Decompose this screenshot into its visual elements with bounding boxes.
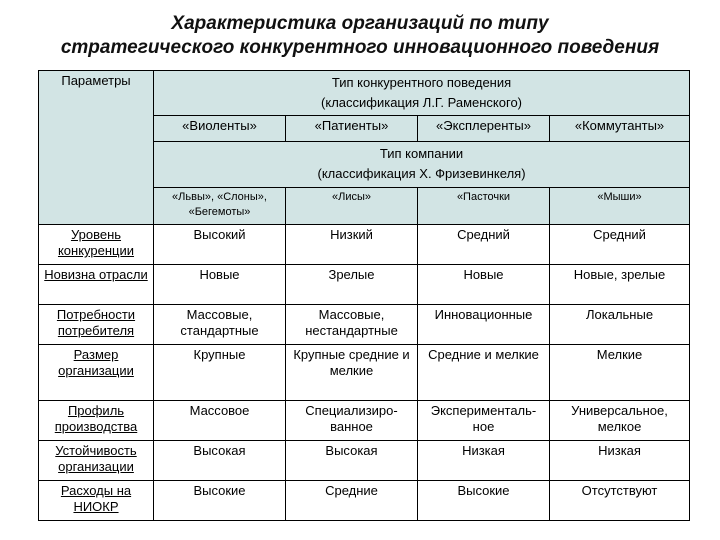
table-cell: Массовые, нестандартные <box>286 305 418 345</box>
table-cell: Эксперименталь-ное <box>418 401 550 441</box>
table-cell: Средний <box>550 225 690 265</box>
table-cell: Средние и мелкие <box>418 345 550 401</box>
freisevinkel-type-swallows: «Пасточки <box>418 188 550 225</box>
freisevinkel-type-foxes: «Лисы» <box>286 188 418 225</box>
table-cell: Средние <box>286 481 418 521</box>
title-line-2: стратегического конкурентного инновационного поведения <box>60 37 660 58</box>
ramensky-type-patients: «Патиенты» <box>286 116 418 142</box>
table-cell: Высокая <box>286 441 418 481</box>
freisevinkel-title-line-2: (классификация Х. Фризевинкеля) <box>317 166 526 181</box>
row-label <box>39 441 154 481</box>
table-row <box>39 225 690 265</box>
table-cell: Инновационные <box>418 305 550 345</box>
freisevinkel-type-mice: «Мыши» <box>550 188 690 225</box>
table-cell: Зрелые <box>286 265 418 305</box>
table-cell: Средний <box>418 225 550 265</box>
table-row <box>39 401 690 441</box>
table-cell: Мелкие <box>550 345 690 401</box>
row-label <box>39 345 154 401</box>
table-row <box>39 265 690 305</box>
ramensky-title-line-2: (классификация Л.Г. Раменского) <box>321 95 523 110</box>
row-label <box>39 225 154 265</box>
table-cell: Низкая <box>418 441 550 481</box>
classification-table <box>38 70 690 521</box>
table-cell: Локальные <box>550 305 690 345</box>
ramensky-type-commutants: «Коммутанты» <box>550 116 690 142</box>
row-label-text: Размер организации <box>58 347 134 378</box>
row-label <box>39 305 154 345</box>
table-cell: Низкий <box>286 225 418 265</box>
row-label <box>39 481 154 521</box>
row-label-text: Расходы на НИОКР <box>60 483 132 514</box>
ramensky-header <box>154 71 690 116</box>
row-label-text: Уровень конкуренции <box>57 227 135 258</box>
row-label <box>39 401 154 441</box>
table-cell: Высокие <box>418 481 550 521</box>
row-label-text: Профиль производства <box>54 403 138 434</box>
table-cell: Массовые, стандартные <box>154 305 286 345</box>
table-cell: Крупные <box>154 345 286 401</box>
table-cell: Массовое <box>154 401 286 441</box>
table-cell: Отсутствуют <box>550 481 690 521</box>
row-label-text: Потребности потребителя <box>56 307 136 338</box>
row-label-text: Новизна отрасли <box>44 267 148 282</box>
table-row <box>39 441 690 481</box>
ramensky-type-explerents: «Эксплеренты» <box>418 116 550 142</box>
row-label-text: Устойчивость организации <box>55 443 137 474</box>
page-title <box>0 12 720 60</box>
table-cell: Новые <box>418 265 550 305</box>
table-cell: Специализиро-ванное <box>286 401 418 441</box>
table-cell: Высокий <box>154 225 286 265</box>
table-cell: Крупные средние и мелкие <box>286 345 418 401</box>
table-cell: Новые, зрелые <box>550 265 690 305</box>
table-row <box>39 305 690 345</box>
ramensky-type-violents: «Виоленты» <box>154 116 286 142</box>
table-cell: Новые <box>154 265 286 305</box>
freisevinkel-title-line-1: Тип компании <box>379 146 464 161</box>
table-cell: Высокие <box>154 481 286 521</box>
title-line-1: Характеристика организаций по типу <box>171 13 549 34</box>
freisevinkel-header <box>154 142 690 188</box>
table-row <box>39 481 690 521</box>
table-row <box>39 345 690 401</box>
table-cell: Универсальное, мелкое <box>550 401 690 441</box>
table-cell: Низкая <box>550 441 690 481</box>
ramensky-title-line-1: Тип конкурентного поведения <box>331 75 512 90</box>
params-header: Параметры <box>39 71 154 225</box>
table-cell: Высокая <box>154 441 286 481</box>
freisevinkel-type-lions: «Львы», «Слоны», «Бегемоты» <box>154 188 286 225</box>
row-label <box>39 265 154 305</box>
